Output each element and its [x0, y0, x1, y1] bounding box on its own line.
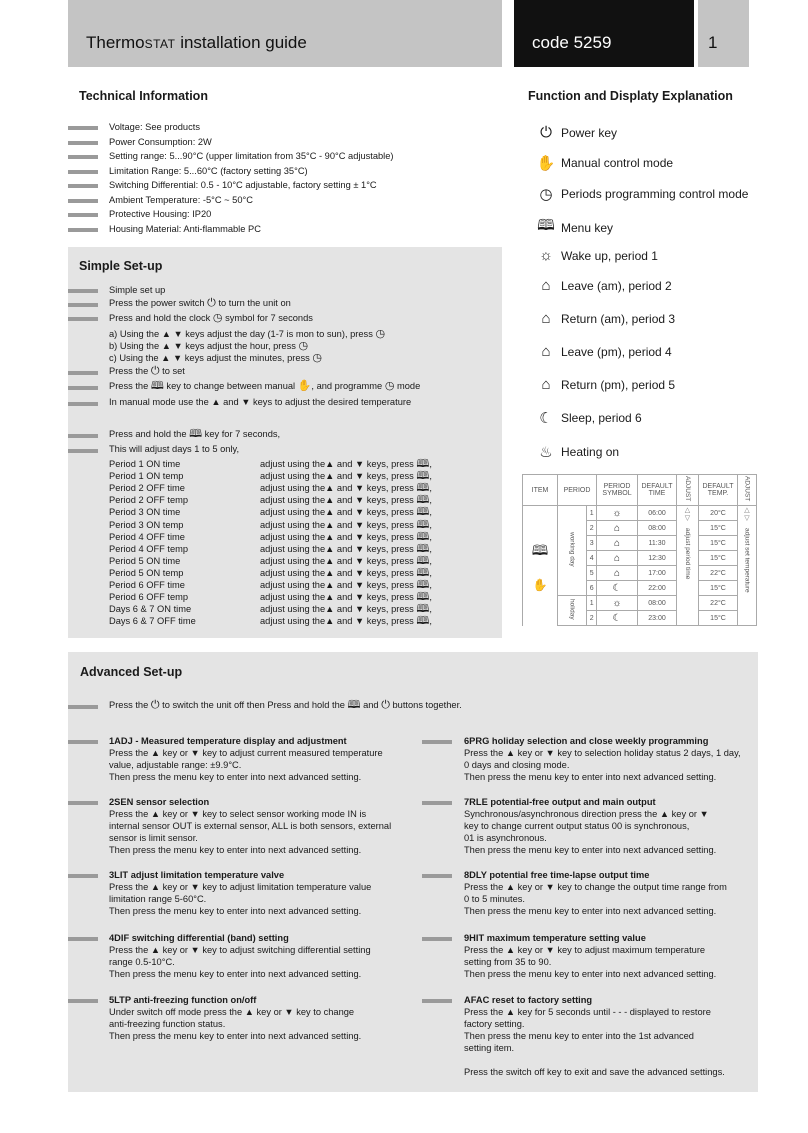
advanced-item-title: 5LTP anti-freezing function on/off — [109, 995, 257, 1005]
item-icons — [523, 506, 558, 626]
tech-item: Setting range: 5...90°C (upper limitation from 35°C - 90°C adjustable) — [109, 151, 394, 161]
adjust-time-cell: △ ▽ adjust period time — [677, 506, 699, 626]
period-instruction — [260, 615, 432, 627]
advanced-item-line: 01 is asynchronous. — [464, 833, 547, 843]
book-icon: 🕮 — [416, 566, 430, 579]
clock-icon: ◷ — [212, 312, 223, 324]
period-name: Days 6 & 7 ON time — [109, 604, 192, 615]
simple-line: Press the ⏻ to set — [109, 365, 185, 377]
simple-heading: Simple Set-up — [79, 259, 163, 273]
book-icon: 🕮 — [416, 554, 430, 567]
advanced-item-line: Press the ▲ key or ▼ key to change the output time range from — [464, 882, 727, 892]
advanced-item-line: Then press the menu key to enter into next advanced setting. — [464, 845, 717, 855]
clock-icon: ◷ — [375, 328, 386, 340]
time-cell: 06:00 — [638, 506, 677, 521]
period-name: Days 6 & 7 OFF time — [109, 616, 196, 627]
period-name: Period 6 OFF temp — [109, 592, 189, 603]
tech-bullet — [68, 170, 98, 174]
th-time: DEFAULT TIME — [638, 475, 677, 506]
time-cell: 17:00 — [638, 566, 677, 581]
advanced-bullet — [68, 874, 98, 878]
comma: , — [429, 531, 432, 542]
temp-cell: 22°C — [699, 596, 738, 611]
period-cell: 6 — [587, 581, 597, 596]
advanced-bullet — [422, 999, 452, 1003]
function-label: Heating on — [561, 445, 620, 459]
symbol-cell: ☼ — [597, 506, 638, 521]
advanced-item-line: Then press the menu key to enter into next advanced setting. — [109, 1031, 362, 1041]
simple-line: Press the power switch ⏻ to turn the unit on — [109, 297, 291, 309]
advanced-item-title: 7RLE potential-free output and main output — [464, 797, 656, 807]
book-icon: 🕮 — [347, 699, 361, 711]
th-temp: DEFAULT TEMP. — [699, 475, 738, 506]
adjust-text: adjust using the▲ and ▼ keys, press — [260, 567, 417, 578]
tech-bullet — [68, 228, 98, 232]
symbol-cell: ⌂ — [597, 536, 638, 551]
advanced-item-line: Press the ▲ key or ▼ key to select sensor working mode IN is — [109, 809, 367, 819]
working-day-text: working day — [568, 532, 576, 567]
period-name: Period 5 ON time — [109, 555, 181, 566]
comma: , — [429, 543, 432, 554]
advanced-item-title: 3LIT adjust limitation temperature valve — [109, 870, 285, 880]
period-cell: 1 — [587, 506, 597, 521]
house-leave-pm-icon: ⌂ — [541, 343, 551, 360]
advanced-item-line: Then press the menu key to enter into next advanced setting. — [109, 772, 362, 782]
period-instruction — [260, 531, 432, 543]
advanced-item-line: Then press the menu key to enter into next advanced setting. — [109, 969, 362, 979]
advanced-bullet — [422, 740, 452, 744]
advanced-intro: Press the ⏻ to switch the unit off then Press and hold the 🕮 and ⏻ buttons together. — [109, 699, 462, 711]
function-item — [536, 154, 673, 172]
advanced-bullet — [422, 937, 452, 941]
period-cell: 2 — [587, 611, 597, 626]
advanced-item-title: 9HIT maximum temperature setting value — [464, 933, 646, 943]
working-day-label — [558, 506, 587, 596]
clock-icon: ◷ — [384, 380, 395, 392]
advanced-item-line: anti-freezing function status. — [109, 1019, 226, 1029]
comma: , — [429, 567, 432, 578]
time-cell: 11:30 — [638, 536, 677, 551]
advanced-item-line: limitation range 5-60°C. — [109, 894, 207, 904]
adjust-text: adjust using the▲ and ▼ keys, press — [260, 531, 417, 542]
comma: , — [429, 555, 432, 566]
advanced-item-line: key to change current output status 00 is synchronous, — [464, 821, 690, 831]
simple-line: Simple set up — [109, 285, 166, 295]
period-cell: 4 — [587, 551, 597, 566]
temp-cell: 15°C — [699, 521, 738, 536]
time-cell: 08:00 — [638, 596, 677, 611]
advanced-bullet — [68, 999, 98, 1003]
tech-item: Voltage: See products — [109, 122, 200, 132]
period-instruction — [260, 603, 432, 615]
tech-heading: Technical Information — [79, 89, 208, 103]
function-item — [536, 443, 619, 461]
period-name: Period 3 ON temp — [109, 519, 184, 530]
period-instruction — [260, 519, 432, 531]
period-instruction — [260, 470, 432, 482]
advanced-item-line: internal sensor OUT is external sensor, ALL is both sensors, external — [109, 821, 392, 831]
function-label: Leave (am), period 2 — [561, 278, 672, 293]
holiday-label — [558, 596, 587, 626]
comma: , — [429, 483, 432, 494]
adjust-time-text: adjust period time — [684, 528, 691, 580]
tech-bullet — [68, 184, 98, 188]
function-item — [536, 343, 672, 360]
function-item — [536, 247, 658, 264]
tech-item: Ambient Temperature: -5°C ~ 50°C — [109, 194, 253, 205]
period-instruction — [260, 494, 432, 506]
clock-icon: ◷ — [298, 340, 309, 352]
advanced-item-line: Press the ▲ key or ▼ key to selection holiday status 2 days, 1 day, — [464, 748, 741, 758]
house-return-icon: ⌂ — [541, 310, 551, 327]
time-cell: 12:30 — [638, 551, 677, 566]
comma: , — [429, 592, 432, 603]
advanced-item-line: Synchronous/asynchronous direction press the ▲ key or ▼ — [464, 809, 709, 819]
advanced-bullet — [68, 740, 98, 744]
function-item — [536, 409, 642, 427]
period-name: Period 4 OFF temp — [109, 543, 189, 554]
flame-icon: ♨ — [539, 444, 553, 461]
page-title: ThermoSTAT installation guide — [86, 33, 307, 52]
sun-icon: ☼ — [539, 247, 553, 264]
tech-bullet — [68, 213, 98, 217]
advanced-bullet — [68, 801, 98, 805]
advanced-item-line: Then press the menu key to enter into next advanced setting. — [109, 845, 362, 855]
symbol-cell: ☾ — [597, 611, 638, 626]
period-cell: 1 — [587, 596, 597, 611]
book-icon: 🕮 — [416, 494, 430, 507]
advanced-item-line: Press the ▲ key or ▼ key to adjust maximum temperature — [464, 945, 706, 955]
power-icon: ⏻ — [540, 124, 552, 141]
book-icon: 🕮 — [416, 530, 430, 543]
book-icon: 🕮 — [416, 482, 430, 495]
th-symbol: PERIOD SYMBOL — [597, 475, 638, 506]
advanced-item-line: 0 days and closing mode. — [464, 760, 570, 770]
function-label: Sleep, period 6 — [561, 411, 642, 425]
period-name: Period 1 ON temp — [109, 471, 184, 482]
advanced-item-line: Press the switch off key to exit and save the advanced settings. — [464, 1067, 725, 1077]
power-icon: ⏻ — [207, 297, 216, 309]
advanced-item-line: sensor is limit sensor. — [109, 833, 198, 843]
power-icon: ⏻ — [150, 699, 160, 711]
table-row — [523, 506, 757, 521]
adjust-text: adjust using the▲ and ▼ keys, press — [260, 519, 417, 530]
book-icon: 🕮 — [416, 458, 430, 470]
clock-icon: ◷ — [312, 352, 322, 364]
simple-line: b) Using the ▲ ▼ keys adjust the hour, press ◷ — [109, 340, 309, 352]
adjust-text: adjust using the▲ and ▼ keys, press — [260, 495, 417, 506]
advanced-item-line: range 0.5-10°C. — [109, 957, 175, 967]
temp-cell: 20°C — [699, 506, 738, 521]
advanced-item-line: Then press the menu key to enter into next advanced setting. — [109, 906, 362, 916]
adjust-text: adjust using the▲ and ▼ keys, press — [260, 580, 417, 590]
house-leave-icon: ⌂ — [541, 277, 551, 294]
period-name: Period 5 ON temp — [109, 567, 184, 578]
function-label: Wake up, period 1 — [561, 248, 658, 263]
period-instruction — [260, 506, 432, 518]
simple-line: In manual mode use the ▲ and ▼ keys to adjust the desired temperature — [109, 397, 412, 407]
advanced-item-line: setting from 35 to 90. — [464, 957, 552, 967]
table-row — [523, 596, 757, 611]
symbol-cell: ⌂ — [597, 551, 638, 566]
period-name: Period 2 OFF temp — [109, 495, 189, 506]
book-icon: 🕮 — [416, 579, 430, 591]
book-icon: 🕮 — [537, 217, 555, 234]
adjust-temp-text: adjust set temperature — [743, 528, 751, 593]
simple-line: This will adjust days 1 to 5 only, — [109, 444, 240, 454]
moon-icon: ☾ — [539, 410, 553, 427]
period-name: Period 6 OFF time — [109, 580, 185, 590]
adjust-text: adjust using the▲ and ▼ keys, press — [260, 592, 417, 603]
advanced-item-title: 2SEN sensor selection — [109, 797, 210, 807]
tech-item: Protective Housing: IP20 — [109, 209, 212, 219]
comma: , — [429, 459, 432, 469]
function-label: Periods programming control mode — [561, 187, 749, 201]
hand-icon: ✋ — [297, 380, 312, 392]
function-label: Return (am), period 3 — [561, 311, 676, 326]
holiday-text: holiday — [568, 599, 576, 620]
advanced-item-title: 6PRG holiday selection and close weekly programming — [464, 736, 709, 746]
temp-cell: 22°C — [699, 566, 738, 581]
symbol-cell: ⌂ — [597, 566, 638, 581]
period-instruction — [260, 458, 432, 470]
time-cell: 22:00 — [638, 581, 677, 596]
book-icon: 🕮 — [416, 591, 430, 604]
adjust-text: adjust using the▲ and ▼ keys, press — [260, 616, 417, 627]
clock-icon: ◷ — [539, 186, 553, 203]
advanced-item-line: Press the ▲ key or ▼ key to adjust current measured temperature — [109, 748, 383, 758]
hand-icon: ✋ — [536, 155, 556, 172]
advanced-item-line: value, adjustable range: ±9.9°C. — [109, 760, 242, 770]
advanced-item-line: Then press the menu key to enter into the 1st advanced — [464, 1031, 694, 1041]
power-icon: ⏻ — [150, 365, 160, 377]
advanced-bullet — [422, 874, 452, 878]
comma: , — [429, 471, 432, 482]
advanced-item-line: Then press the menu key to enter into next advanced setting. — [464, 969, 717, 979]
advanced-item-line: Then press the menu key to enter into next advanced setting. — [464, 772, 717, 782]
tech-item: Switching Differential: 0.5 - 10°C adjustable, factory setting ± 1°C — [109, 180, 377, 190]
function-item — [536, 215, 613, 240]
advanced-bullet — [68, 937, 98, 941]
time-cell: 08:00 — [638, 521, 677, 536]
function-label: Leave (pm), period 4 — [561, 344, 672, 359]
book-icon: 🕮 — [416, 542, 430, 555]
house-return-pm-icon: ⌂ — [541, 376, 551, 393]
function-label: Menu key — [561, 220, 614, 235]
comma: , — [429, 519, 432, 530]
book-icon: 🕮 — [189, 428, 203, 440]
program-table — [522, 474, 757, 626]
advanced-item-line: 0 to 5 minutes. — [464, 894, 525, 904]
comma: , — [429, 616, 432, 627]
advanced-item-line: Press the ▲ key or ▼ key to adjust limitation temperature value — [109, 882, 372, 892]
adjust-text: adjust using the▲ and ▼ keys, press — [260, 507, 417, 518]
book-icon: 🕮 — [416, 518, 430, 531]
comma: , — [429, 580, 432, 590]
function-label: Power key — [561, 125, 618, 140]
period-instruction — [260, 579, 432, 591]
th-period: PERIOD — [558, 475, 597, 506]
book-icon: 🕮 — [150, 380, 164, 392]
tech-bullet — [68, 199, 98, 203]
adjust-temp-cell: △ ▽ adjust set temperature — [738, 506, 757, 626]
th-item: ITEM — [523, 475, 558, 506]
book-icon: 🕮 — [531, 541, 549, 558]
advanced-item-line: Press the ▲ key or ▼ key to adjust switching differential setting — [109, 945, 371, 955]
advanced-item-title: AFAC reset to factory setting — [464, 995, 593, 1005]
tech-item: Power Consumption: 2W — [109, 136, 212, 147]
period-name: Period 4 OFF time — [109, 531, 185, 542]
adjust-text: adjust using the▲ and ▼ keys, press — [260, 459, 417, 469]
adjust-text: adjust using the▲ and ▼ keys, press — [260, 604, 417, 615]
symbol-cell: ⌂ — [597, 521, 638, 536]
advanced-item-title: 4DIF switching differential (band) setting — [109, 933, 289, 943]
tech-bullet — [68, 155, 98, 159]
advanced-item-line: Press the ▲ key for 5 seconds until - - - displayed to restore — [464, 1007, 711, 1017]
book-icon: 🕮 — [416, 506, 430, 519]
advanced-item-title: 8DLY potential free time-lapse output time — [464, 870, 650, 880]
adjust-text: adjust using the▲ and ▼ keys, press — [260, 483, 417, 494]
comma: , — [429, 604, 432, 615]
book-icon: 🕮 — [416, 470, 430, 483]
period-name: Period 1 ON time — [109, 459, 181, 469]
comma: , — [429, 495, 432, 506]
advanced-bullet — [422, 801, 452, 805]
header-bar-page — [698, 0, 749, 67]
function-item — [536, 185, 748, 203]
page-number: 1 — [708, 33, 718, 52]
time-cell: 23:00 — [638, 611, 677, 626]
tech-bullet — [68, 126, 98, 130]
function-item — [536, 376, 675, 393]
temp-cell: 15°C — [699, 536, 738, 551]
period-cell: 5 — [587, 566, 597, 581]
tech-item: Limitation Range: 5...60°C (factory setting 35°C) — [109, 165, 308, 176]
functions-heading: Function and Displaty Explanation — [528, 89, 733, 103]
function-label: Return (pm), period 5 — [561, 377, 676, 392]
advanced-heading: Advanced Set-up — [80, 665, 183, 679]
simple-line: Press the 🕮 key to change between manual ✋, and programme ◷ mode — [109, 380, 421, 392]
symbol-cell: ☾ — [597, 581, 638, 596]
period-instruction — [260, 591, 432, 603]
advanced-item-line: Under switch off mode press the ▲ key or ▼ key to change — [109, 1007, 355, 1017]
temp-cell: 15°C — [699, 611, 738, 626]
book-icon: 🕮 — [416, 615, 430, 628]
period-name: Period 3 ON time — [109, 507, 181, 518]
period-instruction — [260, 555, 432, 567]
adjust-text: adjust using the▲ and ▼ keys, press — [260, 543, 417, 554]
period-instruction — [260, 567, 432, 579]
book-icon: 🕮 — [416, 603, 430, 616]
hand-icon: ✋ — [532, 577, 548, 592]
simple-line: Press and hold the 🕮 key for 7 seconds, — [109, 428, 281, 440]
simple-line: c) Using the ▲ ▼ keys adjust the minutes, press ◷ — [109, 352, 322, 364]
period-instruction — [260, 482, 432, 494]
function-item — [536, 277, 672, 294]
function-item — [536, 310, 675, 327]
symbol-cell: ☼ — [597, 596, 638, 611]
power-icon: ⏻ — [381, 699, 390, 711]
th-adjust-temp: ADJUST — [743, 476, 751, 502]
advanced-item-line: factory setting. — [464, 1019, 525, 1029]
product-code: code 5259 — [532, 33, 612, 52]
period-name: Period 2 OFF time — [109, 483, 185, 494]
function-label: Manual control mode — [561, 156, 674, 170]
advanced-item-line: Then press the menu key to enter into next advanced setting. — [464, 906, 717, 916]
period-cell: 3 — [587, 536, 597, 551]
advanced-item-title: 1ADJ - Measured temperature display and adjustment — [109, 736, 347, 746]
function-item — [536, 124, 617, 141]
comma: , — [429, 507, 432, 518]
advanced-item-line: setting item. — [464, 1043, 515, 1053]
temp-cell: 15°C — [699, 581, 738, 596]
temp-cell: 15°C — [699, 551, 738, 566]
th-adjust-time: ADJUST — [684, 476, 691, 502]
period-cell: 2 — [587, 521, 597, 536]
simple-line: Press and hold the clock ◷ symbol for 7 seconds — [109, 312, 313, 324]
simple-line: a) Using the ▲ ▼ keys adjust the day (1-7 is mon to sun), press ◷ — [109, 328, 386, 340]
adjust-text: adjust using the▲ and ▼ keys, press — [260, 555, 417, 566]
tech-bullet — [68, 141, 98, 145]
period-instruction — [260, 543, 432, 555]
adjust-text: adjust using the▲ and ▼ keys, press — [260, 471, 417, 482]
tech-item: Housing Material: Anti-flammable PC — [109, 223, 261, 234]
